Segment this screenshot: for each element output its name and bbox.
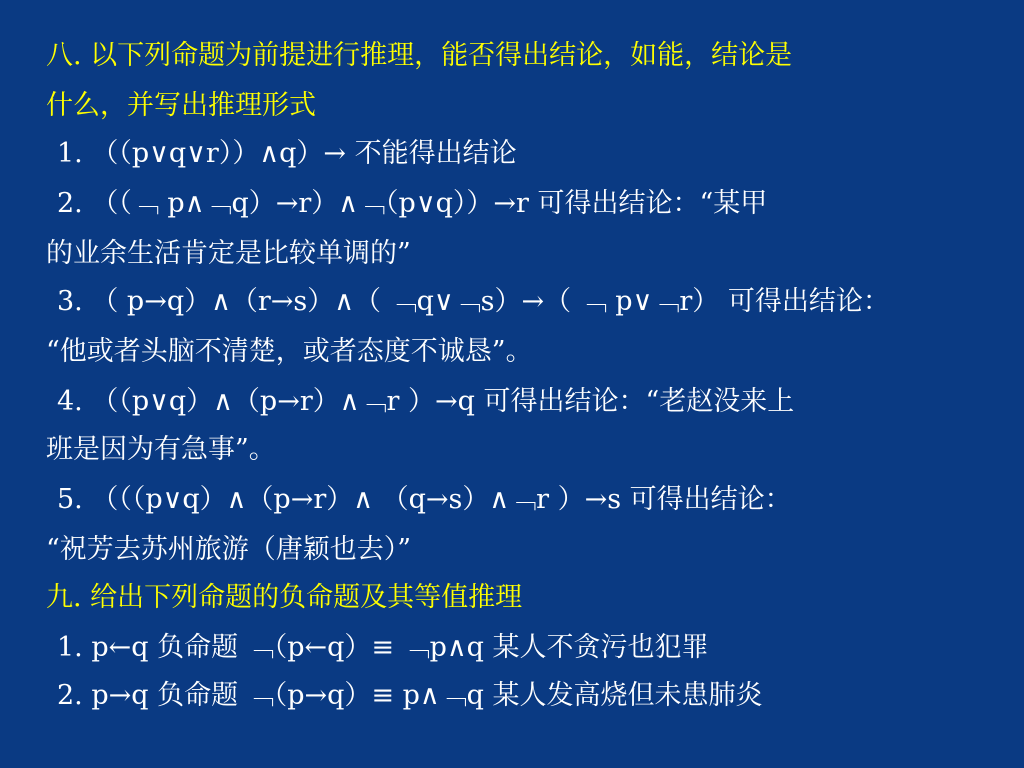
section-8-item-3-line-2: “他或者头脑不清楚，或者态度不诚恳”。 <box>46 336 533 367</box>
section-9-item-2: 2. p→q 负命题 ﹁（p→q）≡ p∧﹁q 某人发高烧但未患肺炎 <box>57 680 763 711</box>
section-8-item-2-line-2: 的业余生活肯定是比较单调的” <box>46 238 411 269</box>
section-8-item-1: 1. （（p∨q∨r））∧q）→ 不能得出结论 <box>57 138 517 169</box>
section-9-item-1: 1. p←q 负命题 ﹁（p←q）≡ ﹁p∧q 某人不贪污也犯罪 <box>57 632 709 663</box>
section-8-heading-line-1: 八. 以下列命题为前提进行推理，能否得出结论，如能，结论是 <box>46 40 793 71</box>
section-8-item-4-line-2: 班是因为有急事”。 <box>46 434 276 465</box>
section-8-heading-line-2: 什么，并写出推理形式 <box>46 90 316 121</box>
section-8-item-4-line-1: 4. （（p∨q）∧（p→r）∧﹁r ）→q 可得出结论：“老赵没来上 <box>57 386 795 417</box>
section-8-item-2-line-1: 2. （（﹁ p∧﹁q）→r）∧﹁（p∨q））→r 可得出结论：“某甲 <box>57 188 768 219</box>
section-9-heading: 九. 给出下列命题的负命题及其等值推理 <box>46 582 523 613</box>
section-8-item-3-line-1: 3. （ p→q）∧（r→s）∧（ ﹁q∨﹁s）→（ ﹁ p∨﹁r） 可得出结论： <box>57 286 890 317</box>
section-8-item-5-line-1: 5. （（（p∨q）∧（p→r）∧ （q→s）∧﹁r ）→s 可得出结论： <box>57 484 792 515</box>
section-8-item-5-line-2: “祝芳去苏州旅游（唐颖也去）” <box>46 534 412 565</box>
